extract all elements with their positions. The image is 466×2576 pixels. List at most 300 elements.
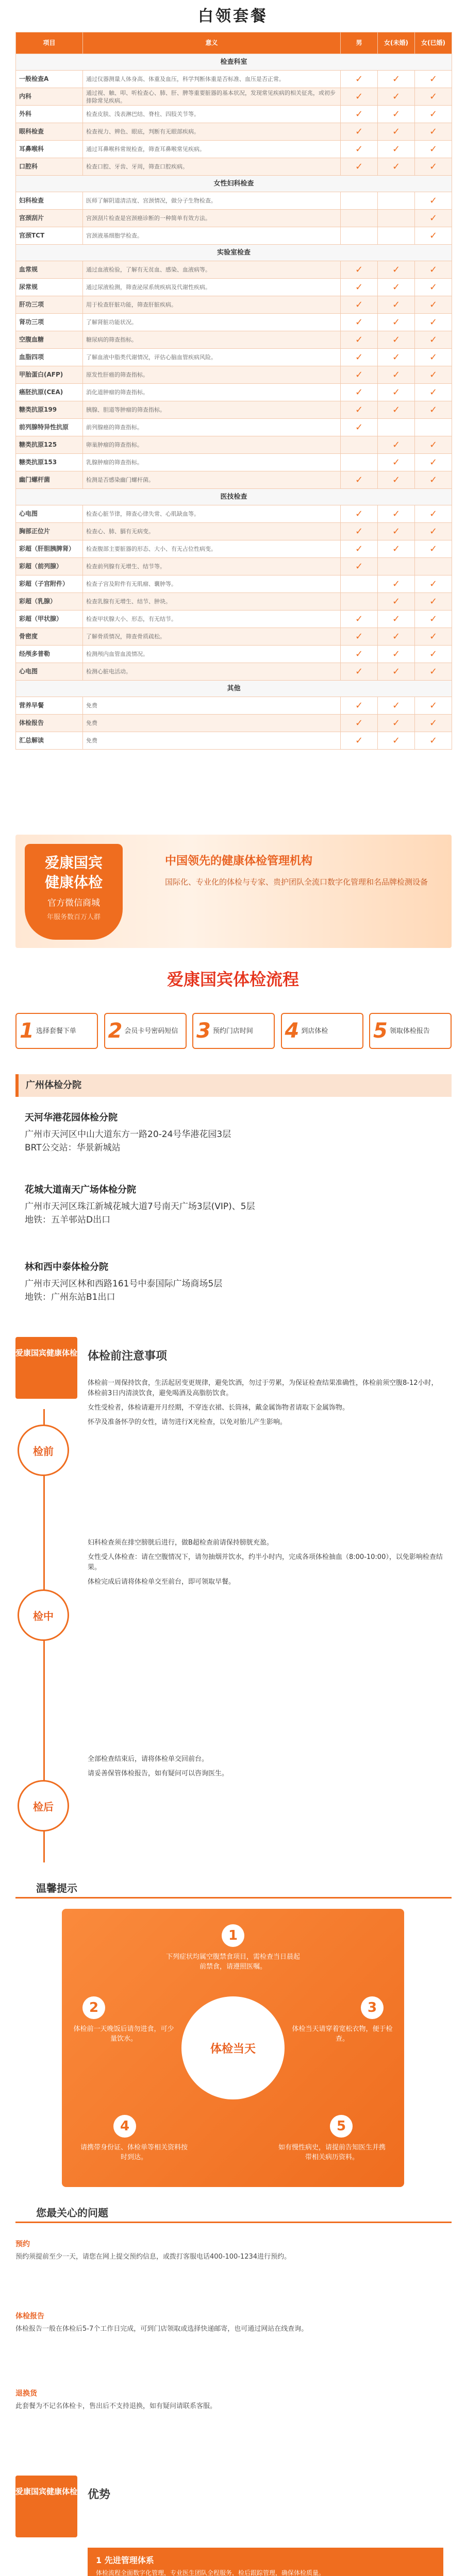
check-icon: ✓ xyxy=(341,697,378,715)
check-icon: ✓ xyxy=(378,296,415,314)
check-icon: ✓ xyxy=(415,210,452,227)
check-icon: ✓ xyxy=(341,296,378,314)
check-icon: ✓ xyxy=(341,611,378,628)
check-icon: ✓ xyxy=(415,436,452,454)
process-steps xyxy=(15,1013,452,1054)
table-row xyxy=(16,106,452,123)
item-description: 通过耳鼻喉科常规检查，筛查耳鼻喉常见疾病。 xyxy=(83,141,341,158)
item-description: 了解骨质情况，筛查骨质疏松。 xyxy=(83,628,341,646)
item-name: 癌胚抗原(CEA) xyxy=(16,384,83,401)
qa-section xyxy=(0,2197,466,2470)
branch-transit: BRT公交站：华景新城站 xyxy=(25,1143,121,1153)
branch-name: 天河华港花园体检分院 xyxy=(25,1112,118,1123)
check-icon: ✓ xyxy=(341,106,378,123)
tips-title: 温馨提示 xyxy=(15,1878,452,1899)
check-icon: ✓ xyxy=(415,732,452,750)
item-name: 血脂四项 xyxy=(16,349,83,366)
table-row xyxy=(16,349,452,366)
item-name: 心电图 xyxy=(16,663,83,681)
check-icon: ✓ xyxy=(341,158,378,176)
item-description: 检查乳腺有无增生、结节、肿块。 xyxy=(83,593,341,611)
check-icon: ✓ xyxy=(341,540,378,558)
tip-number: 4 xyxy=(113,2115,136,2138)
check-icon: ✓ xyxy=(378,523,415,540)
during-notes xyxy=(88,1538,443,1591)
item-name: 空腹血糖 xyxy=(16,331,83,349)
note-text: 怀孕及准备怀孕的女性，请勿进行X光检查，以免对胎儿产生影响。 xyxy=(88,1418,287,1426)
table-header-cell: 男 xyxy=(341,32,378,54)
table-row xyxy=(16,419,452,436)
process-title: 爱康国宾体检流程 xyxy=(167,970,299,989)
logo-line-4: 年服务数百万人群 xyxy=(46,913,101,921)
during-label: 检中 xyxy=(18,1589,69,1641)
table-row xyxy=(16,628,452,646)
item-name: 营养早餐 xyxy=(16,697,83,715)
process-step xyxy=(369,1013,452,1049)
table-row xyxy=(16,611,452,628)
check-icon: ✓ xyxy=(415,227,452,245)
check-icon: ✓ xyxy=(378,471,415,489)
table-row xyxy=(16,331,452,349)
check-icon: ✓ xyxy=(341,646,378,663)
step-text: 预约门店时间 xyxy=(212,1027,253,1035)
table-row xyxy=(16,401,452,419)
tip-text: 请携带身份证、体检单等相关资料按时到达。 xyxy=(80,2144,188,2161)
branch-transit: 地铁：五羊邨站D出口 xyxy=(25,1215,111,1225)
package-section xyxy=(0,0,466,827)
check-icon xyxy=(341,454,378,471)
check-icon: ✓ xyxy=(378,628,415,646)
item-description: 检测颅内血管血流情况。 xyxy=(83,646,341,663)
branch-address: 广州市天河区中山大道东方一路20-24号华港花园3层 xyxy=(25,1129,231,1140)
table-row xyxy=(16,715,452,732)
item-name: 糖类抗原199 xyxy=(16,401,83,419)
logo-line-2: 健康体检 xyxy=(44,874,103,891)
table-row xyxy=(16,227,452,245)
check-icon: ✓ xyxy=(378,401,415,419)
check-icon: ✓ xyxy=(341,628,378,646)
item-name: 体检报告 xyxy=(16,715,83,732)
branch-transit: 地铁：广州东站B1出口 xyxy=(25,1292,115,1302)
branch-name: 花城大道南天广场体检分院 xyxy=(25,1184,136,1195)
item-description: 医师了解阴道清洁度、宫颈情况，做分子生物检查。 xyxy=(83,192,341,210)
item-name: 彩超（甲状腺） xyxy=(16,611,83,628)
check-icon: ✓ xyxy=(415,646,452,663)
table-row xyxy=(16,697,452,715)
table-row xyxy=(16,141,452,158)
item-name: 汇总解读 xyxy=(16,732,83,750)
check-icon: ✓ xyxy=(378,454,415,471)
item-description: 检查皮肤、浅表淋巴结、脊柱、四肢关节等。 xyxy=(83,106,341,123)
item-description: 消化道肿瘤的筛查指标。 xyxy=(83,384,341,401)
item-name: 眼科检查 xyxy=(16,123,83,141)
table-row xyxy=(16,593,452,611)
item-name: 胸部正位片 xyxy=(16,523,83,540)
check-icon: ✓ xyxy=(415,611,452,628)
table-row xyxy=(16,646,452,663)
check-icon xyxy=(378,558,415,575)
check-icon xyxy=(341,210,378,227)
banner-body: 国际化、专业化的体检与专家、贵护团队全流口数字化管理和名品牌检测设备 xyxy=(165,877,428,887)
branch-address: 广州市天河区珠江新城花城大道7号南天广场3层(VIP)、5层 xyxy=(25,1201,255,1212)
check-icon: ✓ xyxy=(378,71,415,88)
item-name: 骨密度 xyxy=(16,628,83,646)
check-icon: ✓ xyxy=(341,401,378,419)
check-icon: ✓ xyxy=(378,366,415,384)
tip-text: 如有慢性病史，请提前告知医生并携带相关病历资料。 xyxy=(278,2144,386,2161)
check-icon: ✓ xyxy=(415,279,452,296)
check-icon: ✓ xyxy=(341,505,378,523)
check-icon: ✓ xyxy=(378,593,415,611)
check-icon: ✓ xyxy=(341,419,378,436)
check-icon: ✓ xyxy=(415,540,452,558)
step-text: 领取体检报告 xyxy=(389,1027,430,1035)
tip-number: 3 xyxy=(361,1996,384,2019)
table-row xyxy=(16,192,452,210)
item-description: 宫颈刮片检查是宫颈癌诊断的一种简单有效方法。 xyxy=(83,210,341,227)
check-icon: ✓ xyxy=(378,646,415,663)
branch-address: 广州市天河区林和西路161号中泰国际广场商场5层 xyxy=(25,1279,223,1289)
table-section-row xyxy=(16,245,452,261)
table-row xyxy=(16,505,452,523)
note-text: 体检前一周保持饮食，生活起居变更规律，避免饮酒，勿过于劳累，为保证检查结果准确性，体检前须空腹8-12小时，体检前3日内清淡饮食，避免喝酒及高脂肪饮食。 xyxy=(88,1379,438,1397)
check-icon: ✓ xyxy=(378,663,415,681)
item-description: 胰腺、胆道等肿瘤的筛查指标。 xyxy=(83,401,341,419)
advantage-text: 体检流程全面数字化管理，专业医生团队全程服务，检后跟踪管理，确保体检质量。 xyxy=(96,2569,325,2576)
step-number: 1 xyxy=(20,1019,34,1043)
table-header-cell: 意义 xyxy=(83,32,341,54)
check-icon: ✓ xyxy=(415,314,452,331)
section-name: 其他 xyxy=(16,681,452,697)
check-icon: ✓ xyxy=(415,384,452,401)
table-header-cell: 女(已婚) xyxy=(415,32,452,54)
advantages-logo: 爱康国宾健康体检 xyxy=(15,2476,77,2537)
check-icon xyxy=(341,575,378,593)
process-step xyxy=(281,1013,363,1049)
item-name: 经颅多普勒 xyxy=(16,646,83,663)
check-icon: ✓ xyxy=(378,505,415,523)
item-description: 原发性肝癌的筛查指标。 xyxy=(83,366,341,384)
item-description: 了解肾脏功能状况。 xyxy=(83,314,341,331)
item-name: 彩超（子宫附件） xyxy=(16,575,83,593)
check-icon: ✓ xyxy=(341,384,378,401)
item-description: 前列腺癌的筛查指标。 xyxy=(83,419,341,436)
branches-header: 广州体检分院 xyxy=(15,1074,452,1097)
banner-headline: 中国领先的健康体检管理机构 xyxy=(165,855,313,868)
check-icon: ✓ xyxy=(378,575,415,593)
item-name: 外科 xyxy=(16,106,83,123)
check-icon: ✓ xyxy=(415,141,452,158)
qa-answer: 此套餐为不记名体检卡，售出后不支持退换，如有疑问请联系客服。 xyxy=(15,2402,217,2410)
item-description: 通过视、触、叩、听检查心、肺、肝、脾等重要脏器的基本状况，发现常见疾病的相关征兆，或初步排除常见疾病。 xyxy=(83,88,341,106)
check-icon: ✓ xyxy=(378,436,415,454)
table-row xyxy=(16,296,452,314)
qa-question: 体检报告 xyxy=(15,2312,44,2320)
check-icon xyxy=(341,436,378,454)
item-description: 检查腹部主要脏器的形态、大小、有无占位性病变。 xyxy=(83,540,341,558)
table-row xyxy=(16,384,452,401)
check-icon: ✓ xyxy=(415,349,452,366)
check-icon: ✓ xyxy=(341,331,378,349)
table-row xyxy=(16,471,452,489)
tip-number: 2 xyxy=(82,1996,105,2019)
branch-item xyxy=(25,1182,447,1227)
tip-text: 下列症状均属空腹禁食项目，需检查当日晨起前禁食，请遵照医嘱。 xyxy=(165,1953,300,1971)
branches-section xyxy=(0,1069,466,1332)
check-icon: ✓ xyxy=(378,697,415,715)
branch-name: 林和西中泰体检分院 xyxy=(25,1262,108,1273)
item-description: 通过血液检验，了解有无贫血、感染、血液病等。 xyxy=(83,261,341,279)
table-row xyxy=(16,261,452,279)
check-icon: ✓ xyxy=(341,71,378,88)
item-name: 甲胎蛋白(AFP) xyxy=(16,366,83,384)
check-icon: ✓ xyxy=(415,593,452,611)
table-row xyxy=(16,366,452,384)
check-icon: ✓ xyxy=(341,141,378,158)
item-description: 检查甲状腺大小、形态，有无结节。 xyxy=(83,611,341,628)
qa-question: 退换货 xyxy=(15,2389,37,2398)
logo-line-3: 官方微信商城 xyxy=(47,898,100,908)
item-description: 宫颈液基细胞学检查。 xyxy=(83,227,341,245)
after-notes xyxy=(88,1754,443,1783)
table-section-row xyxy=(16,489,452,505)
check-icon: ✓ xyxy=(341,279,378,296)
check-icon: ✓ xyxy=(341,366,378,384)
item-description: 检查前列腺有无增生、结节等。 xyxy=(83,558,341,575)
brand-banner xyxy=(0,827,466,956)
item-description: 免费 xyxy=(83,732,341,750)
table-row xyxy=(16,732,452,750)
process-section xyxy=(0,956,466,1070)
step-number: 5 xyxy=(373,1019,388,1043)
check-icon: ✓ xyxy=(341,663,378,681)
table-row xyxy=(16,540,452,558)
check-icon: ✓ xyxy=(341,523,378,540)
item-description: 卵巢肿瘤的筛查指标。 xyxy=(83,436,341,454)
check-icon: ✓ xyxy=(378,158,415,176)
notes-logo: 爱康国宾健康体检 xyxy=(15,1337,77,1399)
check-icon xyxy=(341,593,378,611)
note-text: 请妥善保管体检报告，如有疑问可以咨询医生。 xyxy=(88,1770,229,1777)
check-icon: ✓ xyxy=(341,558,378,575)
item-description: 检查子宫及附件有无肌瘤、囊肿等。 xyxy=(83,575,341,593)
check-icon xyxy=(378,192,415,210)
step-text: 到店体检 xyxy=(301,1027,328,1035)
after-label: 检后 xyxy=(18,1780,69,1832)
check-icon: ✓ xyxy=(378,261,415,279)
note-text: 妇科检查须在排空膀胱后进行，做B超检查前请保持膀胱充盈。 xyxy=(88,1539,273,1547)
item-name: 彩超（前列腺） xyxy=(16,558,83,575)
check-icon xyxy=(378,227,415,245)
item-name: 尿常规 xyxy=(16,279,83,296)
check-icon: ✓ xyxy=(415,106,452,123)
branch-item xyxy=(25,1260,447,1304)
item-description: 通过尿液检测，筛查泌尿系统疾病及代谢性疾病。 xyxy=(83,279,341,296)
process-step xyxy=(15,1013,98,1049)
tip-text: 体检当天请穿着宽松衣物，便于检查。 xyxy=(292,2025,393,2043)
check-icon: ✓ xyxy=(415,471,452,489)
check-icon: ✓ xyxy=(378,349,415,366)
step-text: 会员卡号密码短信 xyxy=(124,1027,178,1035)
logo-line-1: 爱康国宾 xyxy=(44,854,103,871)
table-row xyxy=(16,314,452,331)
table-section-row xyxy=(16,54,452,71)
check-icon: ✓ xyxy=(415,71,452,88)
check-icon: ✓ xyxy=(415,158,452,176)
tips-panel xyxy=(62,1909,404,2187)
check-icon xyxy=(415,558,452,575)
check-icon: ✓ xyxy=(415,663,452,681)
item-description: 检查视力、辨色、眼底，判断有无眼部疾病。 xyxy=(83,123,341,141)
item-name: 宫颈刮片 xyxy=(16,210,83,227)
check-icon xyxy=(341,192,378,210)
qa-answer: 预约须提前至少一天，请您在网上提交预约信息，或拨打客服电话400-100-1234进行预约。 xyxy=(15,2253,291,2261)
check-icon xyxy=(341,227,378,245)
table-section-row xyxy=(16,681,452,697)
advantage-item xyxy=(88,2548,443,2576)
process-step xyxy=(104,1013,187,1049)
check-icon: ✓ xyxy=(415,575,452,593)
table-row xyxy=(16,558,452,575)
brand-logo xyxy=(25,844,123,940)
table-row xyxy=(16,575,452,593)
item-name: 彩超（乳腺） xyxy=(16,593,83,611)
check-icon: ✓ xyxy=(378,540,415,558)
note-text: 全部检查结束后，请将体检单交回前台。 xyxy=(88,1755,209,1763)
check-icon: ✓ xyxy=(415,366,452,384)
check-icon: ✓ xyxy=(378,331,415,349)
note-text: 体检完成后请将体检单交至前台，即可领取早餐。 xyxy=(88,1578,236,1586)
check-icon: ✓ xyxy=(378,314,415,331)
item-name: 耳鼻喉科 xyxy=(16,141,83,158)
check-icon: ✓ xyxy=(378,88,415,106)
item-name: 幽门螺杆菌 xyxy=(16,471,83,489)
item-description: 通过仪器测量人体身高、体重及血压，科学判断体重是否标准、血压是否正常。 xyxy=(83,71,341,88)
advantage-heading: 1 先进管理体系 xyxy=(96,2555,154,2565)
step-number: 3 xyxy=(196,1019,211,1043)
before-label: 检前 xyxy=(18,1425,69,1476)
section-name: 女性妇科检查 xyxy=(16,176,452,192)
item-name: 一般检查A xyxy=(16,71,83,88)
step-number: 4 xyxy=(285,1019,299,1043)
check-icon: ✓ xyxy=(378,106,415,123)
process-step xyxy=(192,1013,275,1049)
check-icon: ✓ xyxy=(415,192,452,210)
check-icon: ✓ xyxy=(415,454,452,471)
check-icon: ✓ xyxy=(378,141,415,158)
package-table-header xyxy=(16,32,452,54)
check-icon: ✓ xyxy=(341,732,378,750)
check-icon: ✓ xyxy=(378,715,415,732)
check-icon: ✓ xyxy=(341,88,378,106)
qa-answer: 体检报告一般在体检后5-7个工作日完成，可到门店领取或选择快递邮寄，也可通过网站在线查询。 xyxy=(15,2325,308,2333)
item-name: 肝功三项 xyxy=(16,296,83,314)
package-table xyxy=(15,32,452,750)
check-icon: ✓ xyxy=(378,611,415,628)
check-icon: ✓ xyxy=(378,279,415,296)
item-description: 检测是否感染幽门螺杆菌。 xyxy=(83,471,341,489)
check-icon: ✓ xyxy=(415,88,452,106)
table-section-row xyxy=(16,176,452,192)
check-icon: ✓ xyxy=(415,401,452,419)
table-row xyxy=(16,523,452,540)
item-name: 口腔科 xyxy=(16,158,83,176)
check-icon: ✓ xyxy=(341,123,378,141)
item-name: 心电图 xyxy=(16,505,83,523)
item-name: 彩超（肝胆胰脾肾） xyxy=(16,540,83,558)
package-title: 白领套餐 xyxy=(198,7,268,25)
section-name: 医技检查 xyxy=(16,489,452,505)
table-row xyxy=(16,436,452,454)
qa-title: 您最关心的问题 xyxy=(15,2202,452,2223)
check-icon: ✓ xyxy=(378,123,415,141)
tip-text: 体检前一天晚饭后请勿进食，可少量饮水。 xyxy=(73,2025,174,2043)
check-icon: ✓ xyxy=(341,314,378,331)
table-row xyxy=(16,210,452,227)
item-description: 检查心脏节律，筛查心律失常、心肌缺血等。 xyxy=(83,505,341,523)
check-icon: ✓ xyxy=(341,471,378,489)
before-notes xyxy=(88,1378,443,1432)
item-name: 宫颈TCT xyxy=(16,227,83,245)
tip-number: 1 xyxy=(222,1924,244,1947)
table-row xyxy=(16,279,452,296)
branch-item xyxy=(25,1110,447,1155)
item-description: 糖尿病的筛查指标。 xyxy=(83,331,341,349)
banner-text xyxy=(165,852,433,889)
item-description: 检测心脏电活动。 xyxy=(83,663,341,681)
qa-item xyxy=(15,2311,452,2334)
check-icon: ✓ xyxy=(415,261,452,279)
check-icon xyxy=(378,419,415,436)
note-text: 女性受检者，体检请避开月经期，不穿连衣裙、长筒袜，戴金属饰物者请取下金属饰物。 xyxy=(88,1404,350,1412)
check-icon: ✓ xyxy=(415,123,452,141)
item-name: 妇科检查 xyxy=(16,192,83,210)
check-icon: ✓ xyxy=(341,349,378,366)
step-number: 2 xyxy=(108,1019,123,1043)
table-row xyxy=(16,88,452,106)
check-icon: ✓ xyxy=(378,384,415,401)
qa-item xyxy=(15,2388,452,2412)
table-row xyxy=(16,123,452,141)
check-icon: ✓ xyxy=(341,715,378,732)
table-header-cell: 女(未婚) xyxy=(378,32,415,54)
table-header-cell: 项目 xyxy=(16,32,83,54)
table-row xyxy=(16,454,452,471)
notes-title: 体检前注意事项 xyxy=(88,1350,168,1363)
qa-question: 预约 xyxy=(15,2240,30,2248)
section-name: 检查科室 xyxy=(16,54,452,71)
item-description: 免费 xyxy=(83,697,341,715)
table-row xyxy=(16,663,452,681)
check-icon: ✓ xyxy=(341,261,378,279)
item-name: 内科 xyxy=(16,88,83,106)
item-description: 检查口腔、牙齿、牙周，筛查口腔疾病。 xyxy=(83,158,341,176)
item-name: 糖类抗原125 xyxy=(16,436,83,454)
item-description: 检查心、肺、膈有无病变。 xyxy=(83,523,341,540)
tips-center: 体检当天 xyxy=(181,1996,285,2099)
check-icon xyxy=(378,210,415,227)
check-icon: ✓ xyxy=(415,331,452,349)
check-icon: ✓ xyxy=(415,505,452,523)
banner-box xyxy=(15,835,452,948)
table-row xyxy=(16,158,452,176)
item-description: 乳腺肿瘤的筛查指标。 xyxy=(83,454,341,471)
check-icon: ✓ xyxy=(415,715,452,732)
notes-section xyxy=(0,1332,466,1873)
item-name: 糖类抗原153 xyxy=(16,454,83,471)
check-icon: ✓ xyxy=(415,296,452,314)
tips-section xyxy=(0,1873,466,2197)
